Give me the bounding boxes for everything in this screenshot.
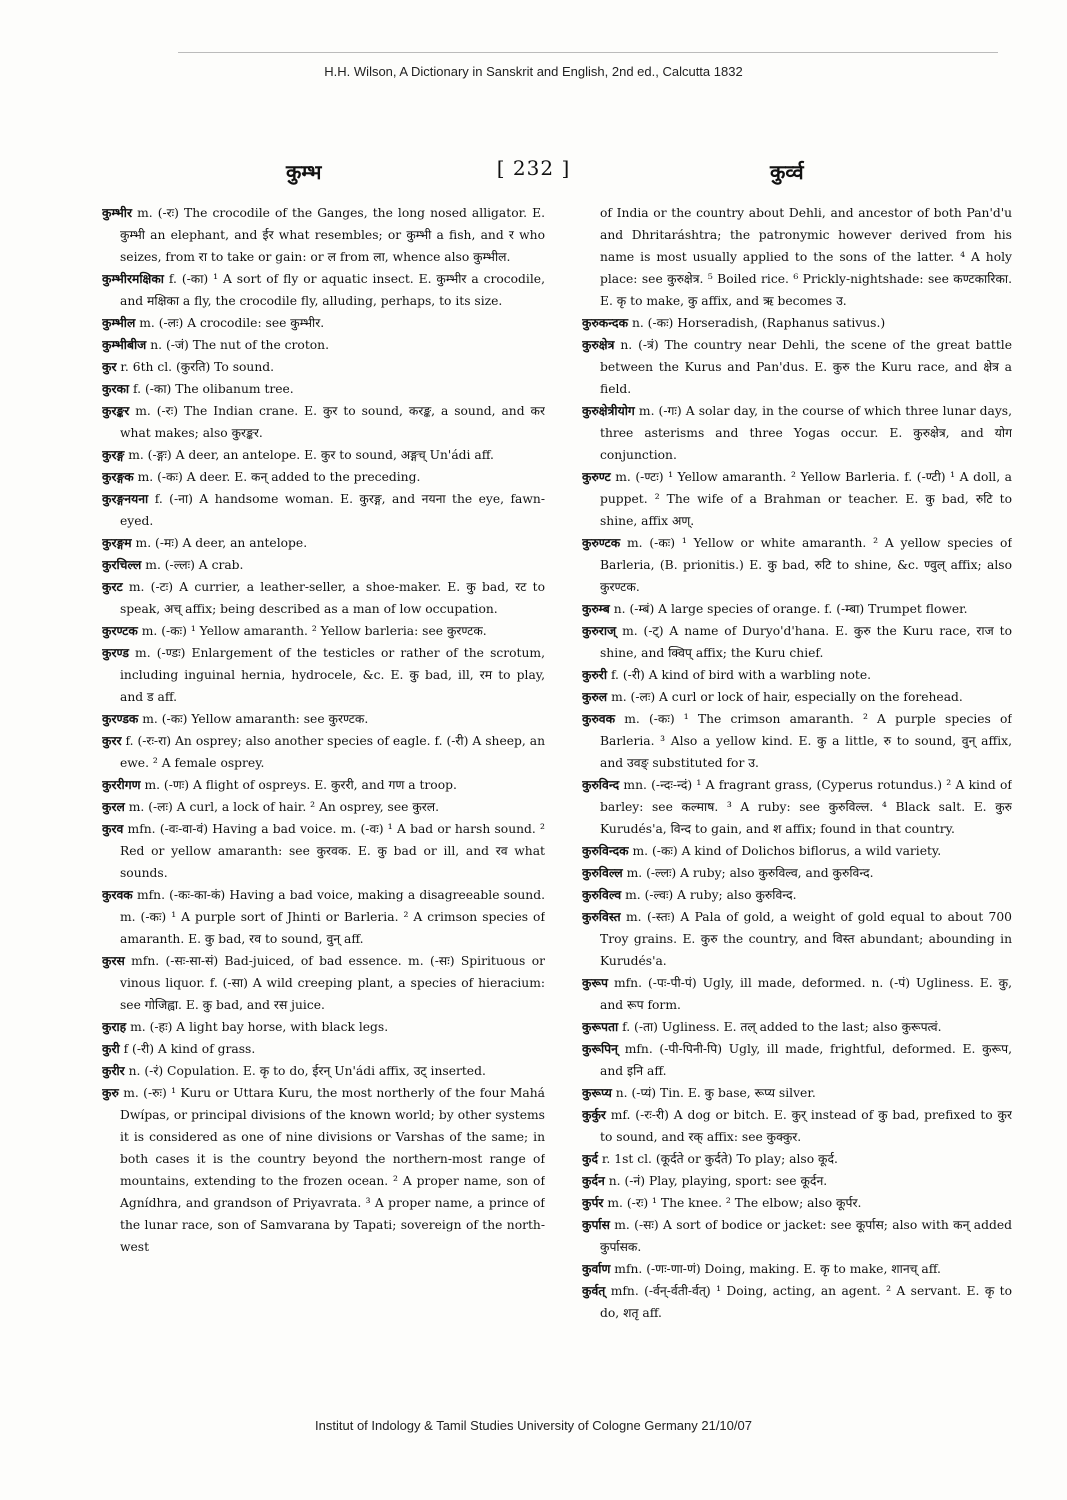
entry-headword: कुम्भीबीज bbox=[102, 337, 147, 352]
entry-definition: mfn. (-पी-पिनी-पि) Ugly, ill made, frightful, deformed. E. कुरूप, and इनि aff. bbox=[600, 1042, 1012, 1078]
entry-definition: n. (-म्बं) A large species of orange. f. (-म्बा) Trumpet flower. bbox=[613, 602, 968, 616]
entry-headword: कुरुरी bbox=[582, 667, 608, 682]
source-header: H.H. Wilson, A Dictionary in Sanskrit and English, 2nd ed., Calcutta 1832 bbox=[324, 64, 743, 79]
entry-headword: कुरुराज् bbox=[582, 623, 617, 638]
dictionary-entry bbox=[102, 884, 545, 950]
entry-definition: mfn. (-पः-पी-पं) Ugly, ill made, deformed. n. (-पं) Ugliness. E. कु, and रूप form. bbox=[600, 976, 1012, 1012]
entry-definition: m. (-कः) Yellow amaranth: see कुरण्टक. bbox=[142, 712, 369, 726]
entry-definition: of India or the country about Dehli, and ancestor of both Pan'd'u and Dhritaráshtra; the patronymic however derived from his name is most usually applied to the sons of the latter. ⁴ A holy place: see कुरुक्षेत्र. ⁵ Boiled rice. ⁶ Prickly-nightshade: see कण्टकारिका. E. कृ to make, कु affix, and ऋ becomes उ. bbox=[600, 206, 1012, 308]
entry-definition: f. (-ता) Ugliness. E. तल् added to the last; also कुरूपत्वं. bbox=[622, 1020, 942, 1034]
entry-definition: mfn. (-णः-णा-णं) Doing, making. E. कृ to make, शानच् aff. bbox=[614, 1262, 941, 1276]
entry-headword: कुररीगण bbox=[102, 777, 141, 792]
dictionary-entry bbox=[102, 466, 545, 488]
entry-headword: कुर्वत् bbox=[582, 1283, 606, 1298]
entry-headword: कुरचिल्ल bbox=[102, 557, 142, 572]
entry-headword: कुरङ्गम bbox=[102, 535, 132, 550]
entry-definition: n. (-कः) Horseradish, (Raphanus sativus.) bbox=[631, 316, 886, 330]
entry-headword: कुरुम्ब bbox=[582, 601, 610, 616]
entry-headword: कुर्कुर bbox=[582, 1107, 606, 1122]
entry-definition: f. (-ना) A handsome woman. E. कुरङ्ग, and नयना the eye, fawn-eyed. bbox=[120, 492, 545, 528]
entry-definition: f. (-का) The olibanum tree. bbox=[133, 382, 294, 396]
dictionary-entry bbox=[582, 312, 1012, 334]
entry-headword: कुरट bbox=[102, 579, 123, 594]
dictionary-entry bbox=[102, 796, 545, 818]
dictionary-entry bbox=[102, 312, 545, 334]
entry-definition: m. (-कः) ¹ Yellow amaranth. ² Yellow barleria: see कुरण्टक. bbox=[141, 624, 487, 638]
entry-definition: n. (-जं) The nut of the croton. bbox=[150, 338, 329, 352]
dictionary-entry bbox=[582, 1082, 1012, 1104]
dictionary-entry bbox=[102, 576, 545, 620]
dictionary-entry bbox=[102, 554, 545, 576]
dictionary-entry bbox=[102, 488, 545, 532]
entry-definition: mfn. (-र्वन्-र्वती-र्वत्) ¹ Doing, acting, an agent. ² A servant. E. कृ to do, शतृ aff. bbox=[600, 1284, 1012, 1320]
entry-definition: n. (-प्यं) Tin. E. कु base, रूप्य silver. bbox=[615, 1086, 816, 1100]
dictionary-entry bbox=[582, 400, 1012, 466]
entry-headword: कुरुवक bbox=[582, 711, 616, 726]
entry-definition: m. (-रः) The crocodile of the Ganges, the long nosed alligator. E. कुम्भी an elephant, and ईर what resembles; or कुम्भी a fish, and र who seizes, from रा to take or gain: or ल from ला, whence also कुम्भील. bbox=[120, 206, 545, 264]
running-head-left: कुम्भ bbox=[286, 160, 322, 184]
dictionary-entry bbox=[582, 532, 1012, 598]
entry-definition: f (-री) A kind of grass. bbox=[123, 1042, 256, 1056]
dictionary-entry bbox=[582, 1280, 1012, 1324]
entry-headword: कुरङ्गनयना bbox=[102, 491, 149, 506]
entry-headword: कुराह bbox=[102, 1019, 127, 1034]
running-head-right: कुर्व्व bbox=[770, 160, 804, 184]
entry-headword: कुरूप्य bbox=[582, 1085, 612, 1100]
entry-headword: कुरस bbox=[102, 953, 125, 968]
entry-headword: कुरुविल्ल bbox=[582, 865, 623, 880]
dictionary-entry bbox=[582, 840, 1012, 862]
entry-headword: कुम्भील bbox=[102, 315, 136, 330]
entry-definition: m. (-टः) A currier, a leather-seller, a shoe-maker. E. कु bad, रट to speak, अच् affix; being described as a man of low occupation. bbox=[120, 580, 545, 616]
entry-headword: कुर्वाण bbox=[582, 1261, 611, 1276]
entry-headword: कुरूपता bbox=[582, 1019, 619, 1034]
entry-headword: कुरण्टक bbox=[102, 623, 138, 638]
entry-headword: कुर्द bbox=[582, 1151, 598, 1166]
left-column bbox=[102, 202, 545, 1420]
entry-definition: m. (-रः) The Indian crane. E. कुर to sound, करङ्क, a sound, and कर what makes; also कुरङ्कर. bbox=[120, 404, 545, 440]
entry-definition: m. (-लः) A crocodile: see कुम्भीर. bbox=[139, 316, 325, 330]
entry-definition: m. (-लः) A curl or lock of hair, especially on the forehead. bbox=[611, 690, 963, 704]
entry-headword: कुरल bbox=[102, 799, 125, 814]
entry-definition: n. (-रं) Copulation. E. कृ to do, ईरन् Un'ádi affix, उट् inserted. bbox=[128, 1064, 486, 1078]
entry-definition: f. (-रः-रा) An osprey; also another species of eagle. f. (-री) A sheep, an ewe. ² A female osprey. bbox=[120, 734, 545, 770]
entry-headword: कुरी bbox=[102, 1041, 120, 1056]
dictionary-entry bbox=[102, 620, 545, 642]
dictionary-entry bbox=[102, 730, 545, 774]
entry-definition: m. (-कः) ¹ The crimson amaranth. ² A purple species of Barleria. ³ Also a yellow kind. E. कु a little, रु to sound, वुन् affix, and उवङ् substituted for उ. bbox=[600, 712, 1012, 770]
entry-definition: mn. (-न्दः-न्दं) ¹ A fragrant grass, (Cyperus rotundus.) ² A kind of barley: see कल्माष. ³ A ruby: see कुरुविल्ल. ⁴ Black salt. E. कुरु Kurudés'a, विन्द to gain, and श affix; found in that country. bbox=[600, 778, 1012, 836]
entry-headword: कुरण्डक bbox=[102, 711, 139, 726]
dictionary-entry bbox=[582, 862, 1012, 884]
entry-headword: कुरुल bbox=[582, 689, 608, 704]
dictionary-entry bbox=[582, 972, 1012, 1016]
dictionary-entry bbox=[102, 444, 545, 466]
dictionary-entry bbox=[582, 466, 1012, 532]
entry-definition: mfn. (-सः-सा-सं) Bad-juiced, of bad essence. m. (-सः) Spirituous or vinous liquor. f. (-सा) A wild creeping plant, a species of hieracium: see गोजिह्वा. E. कु bad, and रस juice. bbox=[120, 954, 545, 1012]
entry-definition: mfn. (-वः-वा-वं) Having a bad voice. m. (-वः) ¹ A bad or harsh sound. ² Red or yellow amaranth: see कुरवक. E. कु bad or ill, and रव what sounds. bbox=[120, 822, 545, 880]
entry-headword: कुरङ्कर bbox=[102, 403, 130, 418]
entry-definition: m. (-ल्लः) A ruby; also कुरुविल्व, and कुरुविन्द. bbox=[626, 866, 874, 880]
entry-definition: m. (-ण्टः) ¹ Yellow amaranth. ² Yellow Barleria. f. (-ण्टी) ¹ A doll, a puppet. ² The wife of a Brahman or teacher. E. कु bad, रुटि to shine, affix अण्. bbox=[600, 470, 1012, 528]
entry-headword: कुरवक bbox=[102, 887, 133, 902]
footer: Institut of Indology & Tamil Studies University of Cologne Germany 21/10/07 bbox=[315, 1418, 752, 1433]
dictionary-entry bbox=[102, 1016, 545, 1038]
entry-definition: f. (-का) ¹ A sort of fly or aquatic insect. E. कुम्भीर a crocodile, and मक्षिका a fly, the crocodile fly, alluding, perhaps, to its size. bbox=[120, 272, 545, 308]
entry-headword: कुर्दन bbox=[582, 1173, 605, 1188]
entry-definition: m. (-रः) ¹ The knee. ² The elbow; also कूर्पर. bbox=[607, 1196, 862, 1210]
dictionary-entry bbox=[102, 818, 545, 884]
page-number: [ 232 ] bbox=[496, 156, 571, 180]
dictionary-entry bbox=[102, 378, 545, 400]
entry-definition: mfn. (-कः-का-कं) Having a bad voice, making a disagreeable sound. m. (-कः) ¹ A purple sort of Jhinti or Barleria. ² A crimson species of amaranth. E. कु bad, रव to sound, वुन् aff. bbox=[120, 888, 545, 946]
entry-definition: m. (-कः) A deer. E. कन् added to the preceding. bbox=[137, 470, 421, 484]
entry-headword: कुर bbox=[102, 359, 117, 374]
entry-definition: m. (-ल्लः) A crab. bbox=[145, 558, 244, 572]
entry-definition: m. (-ल्वः) A ruby; also कुरुविन्द. bbox=[625, 888, 797, 902]
dictionary-entry bbox=[582, 906, 1012, 972]
entry-definition: r. 1st cl. (कूर्दते or कुर्दते) To play; also कूर्द. bbox=[601, 1152, 838, 1166]
dictionary-entry bbox=[102, 950, 545, 1016]
dictionary-entry bbox=[582, 202, 1012, 312]
dictionary-entry bbox=[102, 642, 545, 708]
dictionary-entry bbox=[102, 334, 545, 356]
entry-definition: m. (-कः) ¹ Yellow or white amaranth. ² A yellow species of Barleria, (B. prionitis.) E. कु bad, रुटि to shine, &c. ण्वुल् affix; also कुरण्टक. bbox=[600, 536, 1012, 594]
dictionary-entry bbox=[102, 202, 545, 268]
entry-headword: कुरुक्षेत्रीयोग bbox=[582, 403, 635, 418]
dictionary-entry bbox=[582, 1016, 1012, 1038]
entry-definition: m. (-स्तः) A Pala of gold, a weight of gold equal to about 700 Troy grains. E. कुरु the country, and विस्त abundant; abounding in Kurudés'a. bbox=[600, 910, 1012, 968]
dictionary-entry bbox=[582, 1038, 1012, 1082]
top-rule bbox=[178, 52, 998, 53]
dictionary-entry bbox=[582, 1170, 1012, 1192]
dictionary-entry bbox=[102, 400, 545, 444]
dictionary-entry bbox=[582, 1104, 1012, 1148]
entry-headword: कुरुविन्द bbox=[582, 777, 620, 792]
dictionary-entry bbox=[582, 1214, 1012, 1258]
entry-definition: m. (-णः) A flight of ospreys. E. कुररी, and गण a troop. bbox=[144, 778, 457, 792]
entry-definition: m. (-हः) A light bay horse, with black legs. bbox=[130, 1020, 389, 1034]
entry-headword: कुर्पास bbox=[582, 1217, 610, 1232]
entry-headword: कुरव bbox=[102, 821, 124, 836]
dictionary-entry bbox=[582, 334, 1012, 400]
entry-definition: f. (-री) A kind of bird with a warbling note. bbox=[610, 668, 872, 682]
dictionary-entry bbox=[102, 268, 545, 312]
entry-headword: कुरका bbox=[102, 381, 130, 396]
dictionary-entry bbox=[102, 708, 545, 730]
dictionary-entry bbox=[582, 1192, 1012, 1214]
entry-headword: कुरुविल्व bbox=[582, 887, 622, 902]
entry-definition: mf. (-रः-री) A dog or bitch. E. कुर् instead of कु bad, prefixed to कुर to sound, and रक् affix: see कुक्कुर. bbox=[600, 1108, 1012, 1144]
dictionary-entry bbox=[102, 1060, 545, 1082]
entry-definition: m. (-गः) A solar day, in the course of which three lunar days, three asterisms and three Yogas occur. E. कुरुक्षेत्र, and योग conjunction. bbox=[600, 404, 1012, 462]
entry-definition: m. (-ट्) A name of Duryo'd'hana. E. कुरु the Kuru race, राज to shine, and क्विप् affix; the Kuru chief. bbox=[600, 624, 1012, 660]
dictionary-entry bbox=[582, 708, 1012, 774]
entry-definition: n. (-नं) Play, playing, sport: see कूर्दन. bbox=[608, 1174, 828, 1188]
entry-headword: कुरुण्टक bbox=[582, 535, 621, 550]
entry-headword: कुरीर bbox=[102, 1063, 125, 1078]
right-column bbox=[582, 202, 1012, 1420]
entry-headword: कुरूपिन् bbox=[582, 1041, 618, 1056]
dictionary-entry bbox=[582, 1148, 1012, 1170]
dictionary-entry bbox=[102, 1082, 545, 1258]
entry-definition: m. (-मः) A deer, an antelope. bbox=[135, 536, 308, 550]
entry-definition: m. (-सः) A sort of bodice or jacket: see कूर्पास; also with कन् added कुर्पासक. bbox=[600, 1218, 1012, 1254]
entry-headword: कुरङ्ग bbox=[102, 447, 125, 462]
dictionary-entry bbox=[582, 664, 1012, 686]
entry-definition: m. (-ङ्गः) A deer, an antelope. E. कुर to sound, अङ्गच् Un'ádi aff. bbox=[128, 448, 494, 462]
dictionary-entry bbox=[102, 774, 545, 796]
entry-definition: r. 6th cl. (कुरति) To sound. bbox=[120, 360, 275, 374]
entry-headword: कुरूप bbox=[582, 975, 608, 990]
entry-definition: n. (-त्रं) The country near Dehli, the scene of the great battle between the Kurus and Pan'dus. E. कुरु the Kuru race, and क्षेत्र a field. bbox=[600, 338, 1012, 396]
dictionary-entry bbox=[582, 598, 1012, 620]
page-head bbox=[0, 156, 1067, 190]
dictionary-entry bbox=[582, 620, 1012, 664]
entry-headword: कुम्भीर bbox=[102, 205, 132, 220]
dictionary-entry bbox=[582, 774, 1012, 840]
entry-headword: कुम्भीरमक्षिका bbox=[102, 271, 164, 286]
entry-definition: m. (-ण्डः) Enlargement of the testicles or rather of the scrotum, including inguinal hernia, hydrocele, &c. E. कु bad, ill, रम to play, and ड aff. bbox=[120, 646, 545, 704]
entry-definition: m. (-रुः) ¹ Kuru or Uttara Kuru, the most northerly of the four Mahá Dwípas, or principal divisions of the known world; by other systems it is considered as one of nine divisions or Varshas of the same; in both cases it is the country beyond the northern-most range of mountains, extending to the frozen ocean. ² A proper name, son of Agnídhra, and grandson of Priyavrata. ³ A proper name, a prince of the lunar race, son of Samvarana by Tapati; sovereign of the north-west bbox=[120, 1086, 545, 1254]
entry-headword: कुर्पर bbox=[582, 1195, 604, 1210]
dictionary-entry bbox=[582, 686, 1012, 708]
dictionary-entry bbox=[582, 1258, 1012, 1280]
dictionary-entry bbox=[582, 884, 1012, 906]
entry-definition: m. (-लः) A curl, a lock of hair. ² An osprey, see कुरल. bbox=[128, 800, 440, 814]
entry-headword: कुरुक्षेत्र bbox=[582, 337, 615, 352]
entry-headword: कुरु bbox=[102, 1085, 119, 1100]
entry-headword: कुरङ्गक bbox=[102, 469, 134, 484]
dictionary-entry bbox=[102, 356, 545, 378]
entry-headword: कुरुविस्त bbox=[582, 909, 621, 924]
entry-definition: m. (-कः) A kind of Dolichos biflorus, a wild variety. bbox=[632, 844, 942, 858]
entry-headword: कुरुविन्दक bbox=[582, 843, 629, 858]
dictionary-entry bbox=[102, 1038, 545, 1060]
entry-headword: कुरर bbox=[102, 733, 122, 748]
dictionary-entry bbox=[102, 532, 545, 554]
entry-headword: कुरुकन्दक bbox=[582, 315, 629, 330]
entry-headword: कुरण्ड bbox=[102, 645, 129, 660]
entry-headword: कुरुण्ट bbox=[582, 469, 611, 484]
